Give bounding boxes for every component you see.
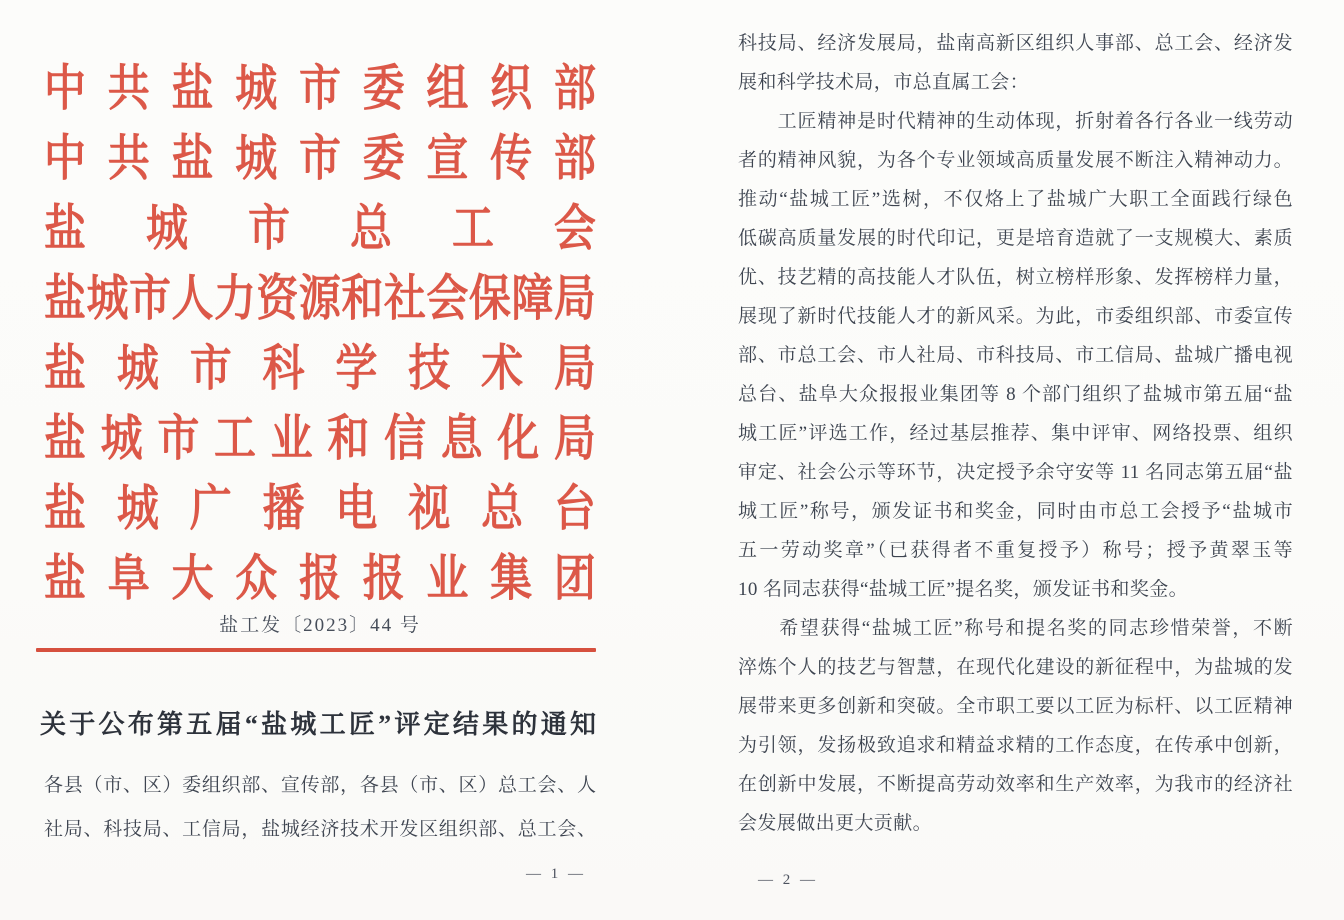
document-number: 盐工发〔2023〕44 号 (219, 615, 421, 636)
issuing-department-line: 盐 城 广 播 电 视 总 台 (44, 482, 596, 537)
body-text-line: 社局、科技局、工信局，盐城经济技术开发区组织部、总工会、 (44, 819, 596, 840)
body-text-line: 展现了新时代技能人才的新风采。为此，市委组织部、市委宣传 (738, 306, 1293, 327)
page-number-1: — 1 — (526, 866, 586, 882)
body-text-line: 者的精神风貌，为各个专业领域高质量发展不断注入精神动力。 (738, 150, 1293, 171)
body-text-line: 优、技艺精的高技能人才队伍，树立榜样形象、发挥榜样力量， (738, 267, 1293, 288)
issuing-department-line: 盐 城 市 科 学 技 术 局 (44, 342, 596, 397)
red-separator-rule (36, 648, 596, 652)
body-text-line: 科技局、经济发展局，盐南高新区组织人事部、总工会、经济发 (738, 33, 1293, 54)
body-text-line: 审定、社会公示等环节，决定授予余守安等 11 名同志第五届“盐 (738, 462, 1293, 483)
body-text-line: 在创新中发展，不断提高劳动效率和生产效率，为我市的经济社 (738, 774, 1293, 795)
body-text-line: 五一劳动奖章”（已获得者不重复授予）称号；授予黄翠玉等 (738, 540, 1293, 561)
issuing-department-line: 中 共 盐 城 市 委 宣 传 部 (44, 132, 596, 187)
page-2-body (738, 24, 1293, 843)
body-text-line: 希望获得“盐城工匠”称号和提名奖的同志珍惜荣誉，不断 (738, 618, 1293, 639)
body-text-line: 为引领，发扬极致追求和精益求精的工作态度，在传承中创新， (738, 735, 1293, 756)
notice-title: 关于公布第五届“盐城工匠”评定结果的通知 (40, 710, 596, 739)
issuing-department-line: 盐 城 市 工 业 和 信 息 化 局 (44, 412, 596, 467)
body-text-line: 低碳高质量发展的时代印记，更是培育造就了一支规模大、素质 (738, 228, 1293, 249)
body-text-line: 10 名同志获得“盐城工匠”提名奖，颁发证书和奖金。 (738, 579, 1189, 600)
page-number-2: — 2 — (758, 872, 818, 888)
body-text-line: 城工匠”评选工作，经过基层推荐、集中评审、网络投票、组织 (738, 423, 1293, 444)
body-text-line: 展带来更多创新和突破。全市职工要以工匠为标杆、以工匠精神 (738, 696, 1293, 717)
page-1-body (44, 764, 596, 852)
issuing-departments-header (44, 50, 596, 610)
issuing-department-line: 中 共 盐 城 市 委 组 织 部 (44, 62, 596, 117)
issuing-department-line: 盐 城 市 人 力 资 源 和 社 会 保 障 局 (44, 272, 596, 327)
body-text-line: 工匠精神是时代精神的生动体现，折射着各行各业一线劳动 (738, 111, 1293, 132)
body-text-line: 淬炼个人的技艺与智慧，在现代化建设的新征程中，为盐城的发 (738, 657, 1293, 678)
body-text-line: 各县（市、区）委组织部、宣传部，各县（市、区）总工会、人 (44, 775, 596, 796)
body-text-line: 会发展做出更大贡献。 (738, 813, 933, 834)
body-text-line: 推动“盐城工匠”选树，不仅烙上了盐城广大职工全面践行绿色 (738, 189, 1293, 210)
body-text-line: 展和科学技术局，市总直属工会： (738, 72, 1030, 93)
page-2 (672, 0, 1344, 920)
body-text-line: 总台、盐阜大众报报业集团等 8 个部门组织了盐城市第五届“盐 (738, 384, 1293, 405)
body-text-line: 城工匠”称号，颁发证书和奖金，同时由市总工会授予“盐城市 (738, 501, 1293, 522)
issuing-department-line: 盐 城 市 总 工 会 (44, 202, 596, 257)
issuing-department-line: 盐 阜 大 众 报 报 业 集 团 (44, 552, 596, 607)
body-text-line: 部、市总工会、市人社局、市科技局、市工信局、盐城广播电视 (738, 345, 1293, 366)
